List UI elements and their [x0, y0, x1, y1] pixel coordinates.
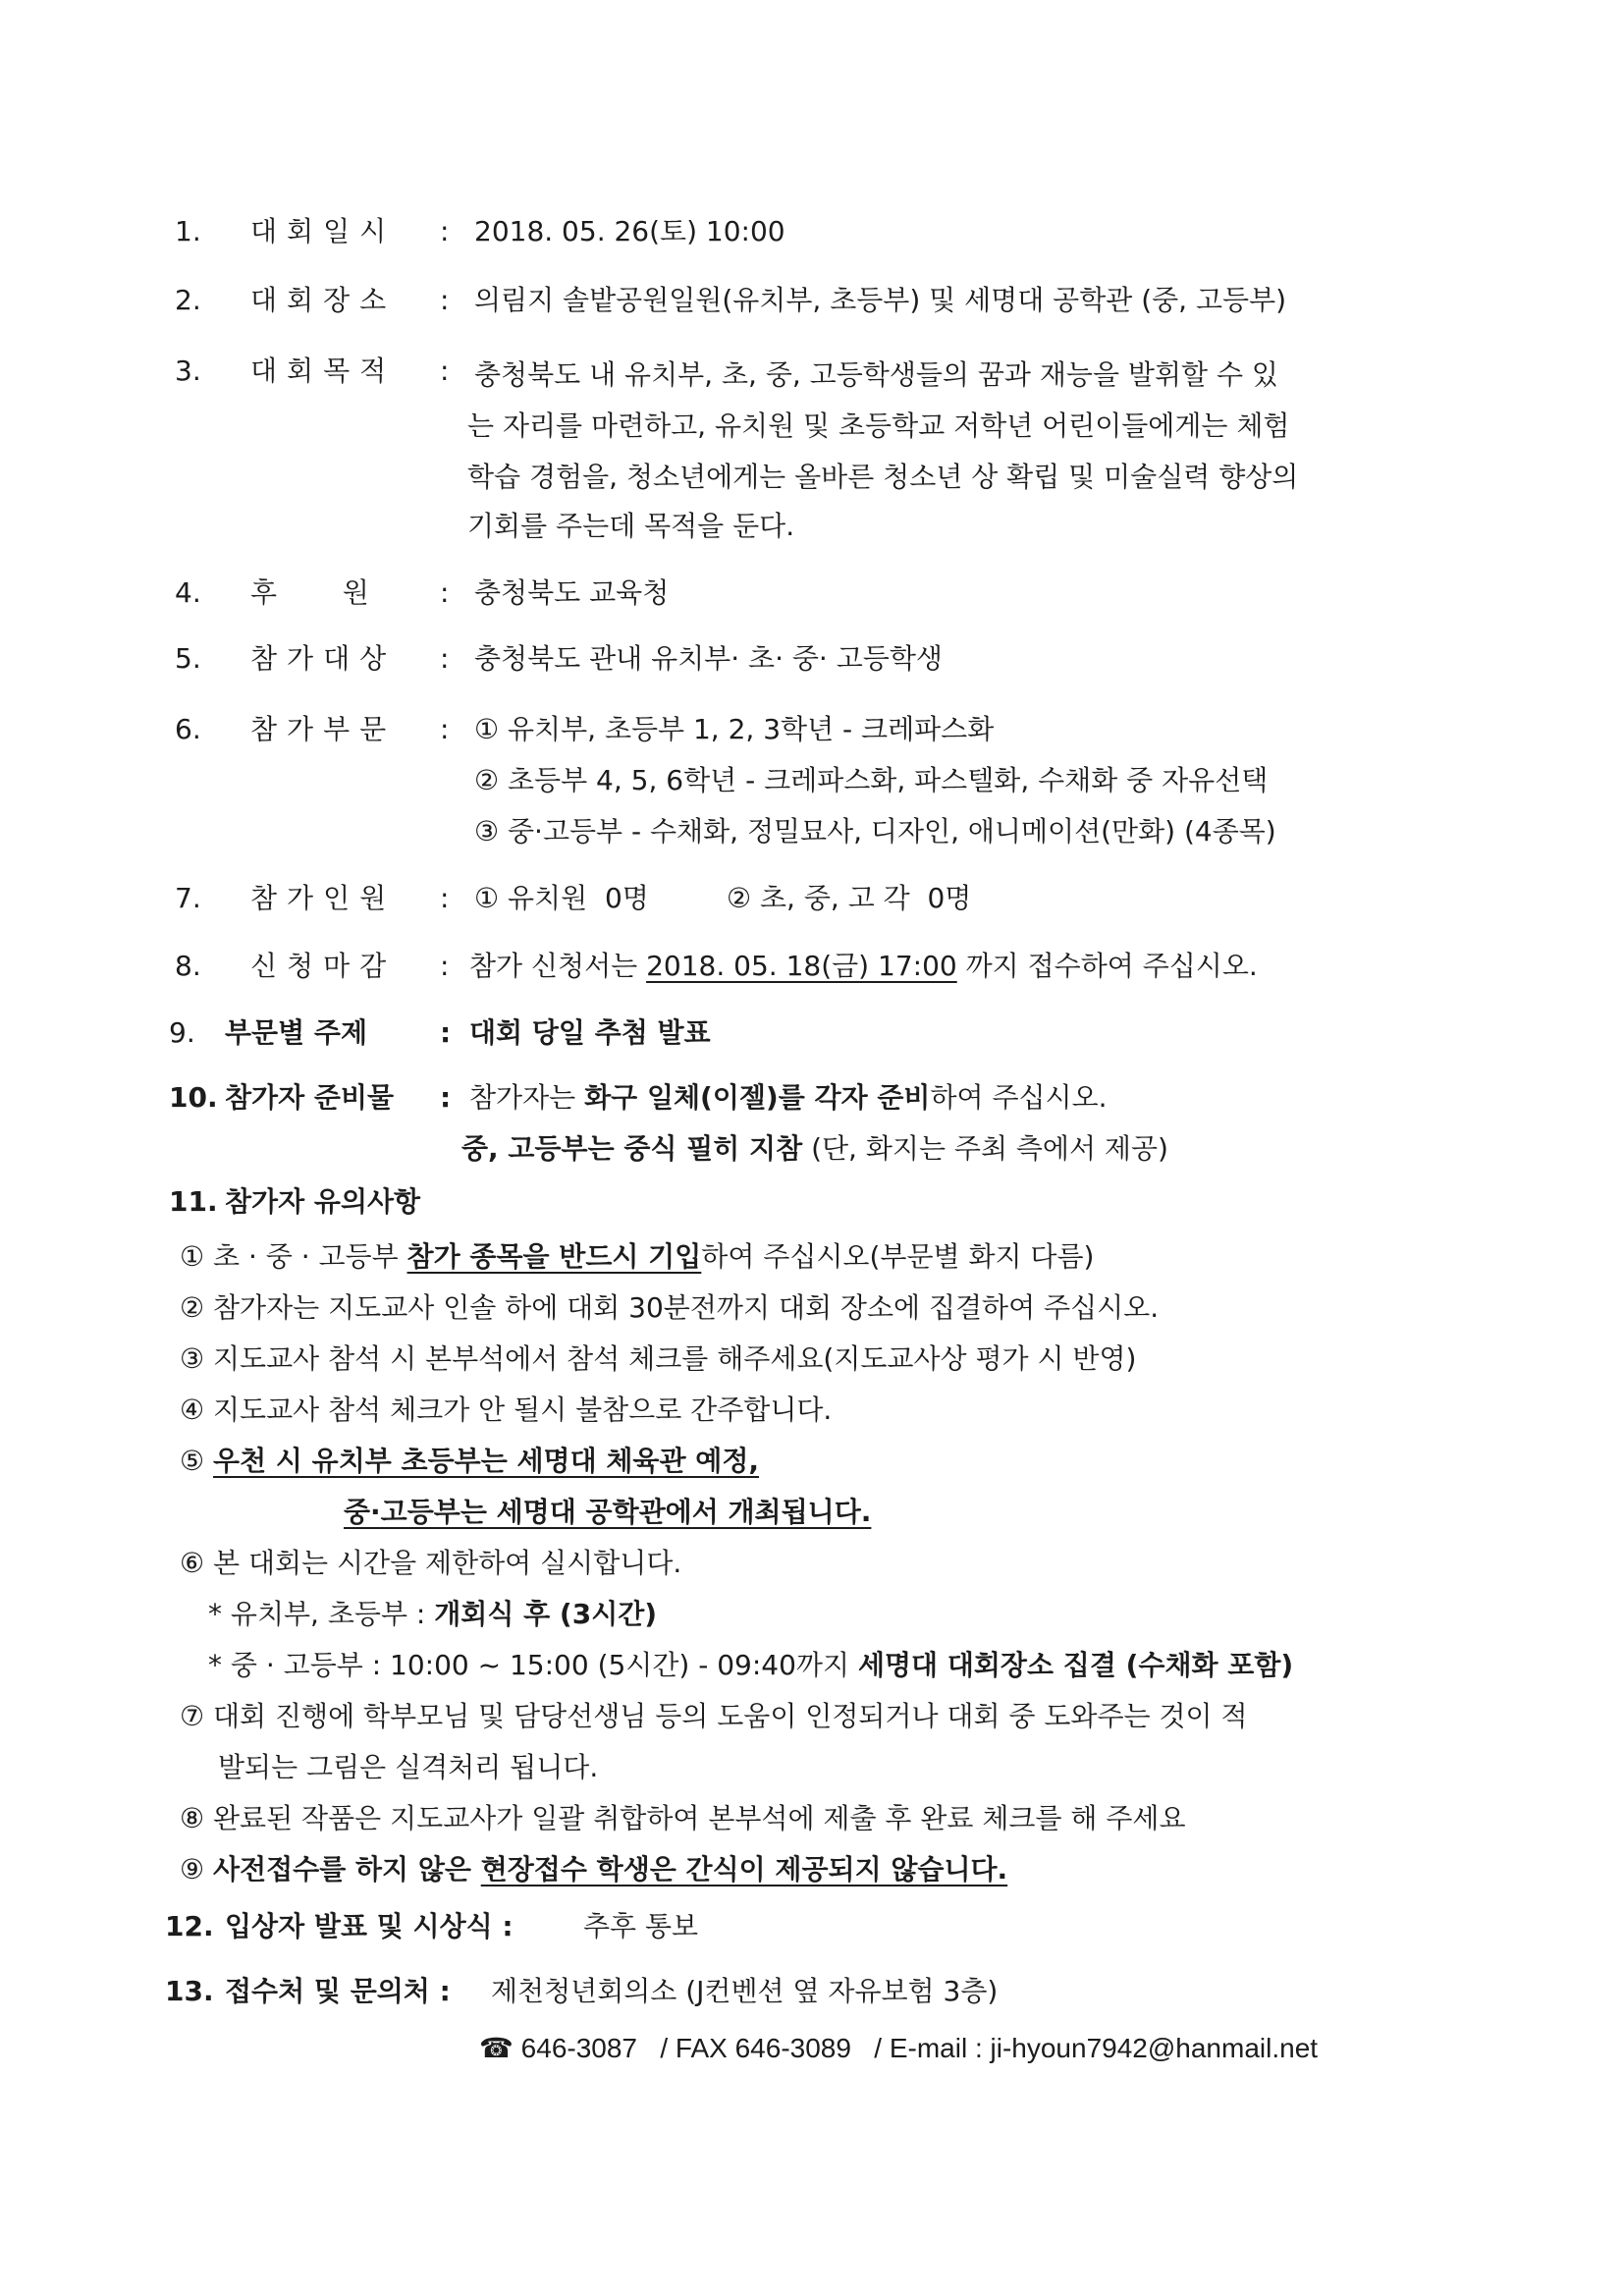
note-6b-pre: * 중 · 고등부 : 10:00 ~ 15:00 (5시간) - 09:40까지	[208, 1649, 858, 1681]
contact-line	[479, 2035, 1318, 2062]
note-3: ③ 지도교사 참석 시 본부석에서 참석 체크를 해주세요(지도교사상 평가 시 반영)	[180, 1342, 1137, 1375]
item-value: 대회 당일 추첨 발표	[469, 1016, 711, 1049]
deadline-date: 2018. 05. 18(금) 17:00	[646, 950, 957, 982]
item-label: 참가대상	[250, 642, 397, 675]
email-address: / E-mail : ji-hyoun7942@hanmail.net	[874, 2033, 1319, 2063]
note-1	[180, 1240, 1095, 1273]
item-number: 5.	[175, 642, 201, 675]
note-1-pre: ① 초 · 중 · 고등부	[180, 1240, 407, 1273]
colon: :	[440, 950, 450, 982]
item-label: 부문별 주제	[225, 1016, 367, 1049]
note-8: ⑧ 완료된 작품은 지도교사가 일괄 취합하여 본부석에 제출 후 완료 체크를 해 주세요	[180, 1802, 1186, 1834]
deadline-post: 까지 접수하여 주십시오.	[956, 950, 1258, 982]
colon: :	[440, 642, 450, 675]
item-label: 참가자 준비물	[225, 1081, 395, 1114]
item-value: 의림지 솔밭공원일원(유치부, 초등부) 및 세명대 공학관 (중, 고등부)	[474, 284, 1287, 316]
colon: :	[440, 713, 450, 745]
item-number: 13.	[165, 1975, 214, 2007]
purpose-line: 학습 경험을, 청소년에게는 올바른 청소년 상 확립 및 미술실력 향상의	[467, 461, 1299, 493]
note-5	[180, 1445, 760, 1477]
phone-icon: ☎	[479, 2033, 514, 2063]
colon: :	[440, 1081, 452, 1114]
note-4: ④ 지도교사 참석 체크가 안 될시 불참으로 간주합니다.	[180, 1394, 833, 1426]
item-value: 제천청년회의소 (J컨벤션 옆 자유보험 3층)	[491, 1975, 999, 2007]
participants-school: ② 초, 중, 고 각 0명	[727, 882, 972, 914]
item-label: 입상자 발표 및 시상식 :	[225, 1910, 514, 1942]
note-5-mark: ⑤	[180, 1445, 214, 1477]
note-5-underlined: 우천 시 유치부 초등부는 세명대 체육관 예정,	[213, 1445, 760, 1477]
colon: :	[440, 882, 450, 914]
note-6-kindergarten	[208, 1598, 658, 1630]
supplies-pre: 참가자는	[469, 1081, 585, 1114]
supplies-line	[469, 1081, 1108, 1114]
purpose-line: 충청북도 내 유치부, 초, 중, 고등학생들의 꿈과 재능을 발휘할 수 있	[474, 358, 1278, 391]
deadline-pre: 참가 신청서는	[469, 950, 647, 982]
note-2: ② 참가자는 지도교사 인솔 하에 대회 30분전까지 대회 장소에 집결하여 주십시오.	[180, 1291, 1160, 1324]
note-6: ⑥ 본 대회는 시간을 제한하여 실시합니다.	[180, 1547, 682, 1579]
lunch-bold: 중, 고등부는 중식 필히 지참	[461, 1132, 803, 1165]
note-9	[180, 1853, 1008, 1886]
item-value: 충청북도 교육청	[474, 576, 670, 609]
item-label: 신청마감	[250, 950, 397, 982]
purpose-line: 기회를 주는데 목적을 둔다.	[467, 510, 795, 542]
note-6a-pre: * 유치부, 초등부 :	[208, 1598, 435, 1630]
note-7: ⑦ 대회 진행에 학부모님 및 담당선생님 등의 도움이 인정되거나 대회 중 도와주는 것이 적	[180, 1700, 1248, 1732]
note-9-mark: ⑨	[180, 1853, 214, 1886]
item-number: 11.	[169, 1185, 218, 1218]
colon: :	[440, 1016, 452, 1049]
category-line: ③ 중·고등부 - 수채화, 정밀묘사, 디자인, 애니메이션(만화) (4종목)	[474, 815, 1276, 847]
supplies-bold: 화구 일체(이젤)를 각자 준비	[584, 1081, 931, 1114]
colon: :	[440, 355, 450, 387]
item-label: 후 원	[250, 576, 379, 609]
item-number: 7.	[175, 882, 201, 914]
item-label: 참가부문	[250, 713, 397, 745]
note-1-post: 하여 주십시오(부문별 화지 다름)	[701, 1240, 1095, 1273]
item-label: 대회장소	[250, 284, 397, 316]
item-label: 참가인원	[250, 882, 397, 914]
colon: :	[440, 576, 450, 609]
item-number: 12.	[165, 1910, 214, 1942]
deadline-line	[469, 950, 1258, 982]
category-line: ① 유치부, 초등부 1, 2, 3학년 - 크레파스화	[474, 713, 995, 745]
participants-kindergarten: ① 유치원 0명	[474, 882, 649, 914]
note-6b-bold: 세명대 대회장소 집결 (수채화 포함)	[857, 1649, 1294, 1681]
item-value: 2018. 05. 26(토) 10:00	[474, 215, 785, 247]
note-7-continued: 발되는 그림은 실격처리 됩니다.	[218, 1751, 599, 1783]
item-value: 충청북도 관내 유치부· 초· 중· 고등학생	[474, 642, 943, 675]
lunch-post: (단, 화지는 주최 측에서 제공)	[802, 1132, 1168, 1165]
note-6a-bold: 개회식 후 (3시간)	[434, 1598, 658, 1630]
item-number: 2.	[175, 284, 201, 316]
item-label: 접수처 및 문의처 :	[225, 1975, 451, 2007]
item-number: 9.	[169, 1016, 195, 1049]
item-label: 참가자 유의사항	[225, 1185, 421, 1218]
item-number: 4.	[175, 576, 201, 609]
note-6-middle-high	[208, 1649, 1294, 1681]
item-number: 8.	[175, 950, 201, 982]
item-number: 1.	[175, 215, 201, 247]
item-value: 추후 통보	[583, 1910, 699, 1942]
supplies-post: 하여 주십시오.	[930, 1081, 1108, 1114]
item-number: 6.	[175, 713, 201, 745]
note-9-bold: 사전접수를 하지 않은	[213, 1853, 481, 1886]
item-number: 10.	[169, 1081, 218, 1114]
fax-number: / FAX 646-3089	[660, 2033, 851, 2063]
phone-number: 646-3087	[520, 2033, 638, 2063]
note-5-second-line: 중·고등부는 세명대 공학관에서 개최됩니다.	[344, 1496, 872, 1528]
item-number: 3.	[175, 355, 201, 387]
item-label: 대회목적	[250, 355, 397, 387]
item-label: 대회일시	[250, 215, 397, 247]
note-9-underlined: 현장접수 학생은 간식이 제공되지 않습니다.	[480, 1853, 1008, 1886]
purpose-line: 는 자리를 마련하고, 유치원 및 초등학교 저학년 어린이들에게는 체험	[467, 410, 1290, 442]
colon: :	[440, 284, 450, 316]
note-1-underlined: 참가 종목을 반드시 기입	[406, 1240, 702, 1273]
category-line: ② 초등부 4, 5, 6학년 - 크레파스화, 파스텔화, 수채화 중 자유선택	[474, 764, 1269, 796]
lunch-line	[461, 1132, 1168, 1165]
colon: :	[440, 215, 450, 247]
